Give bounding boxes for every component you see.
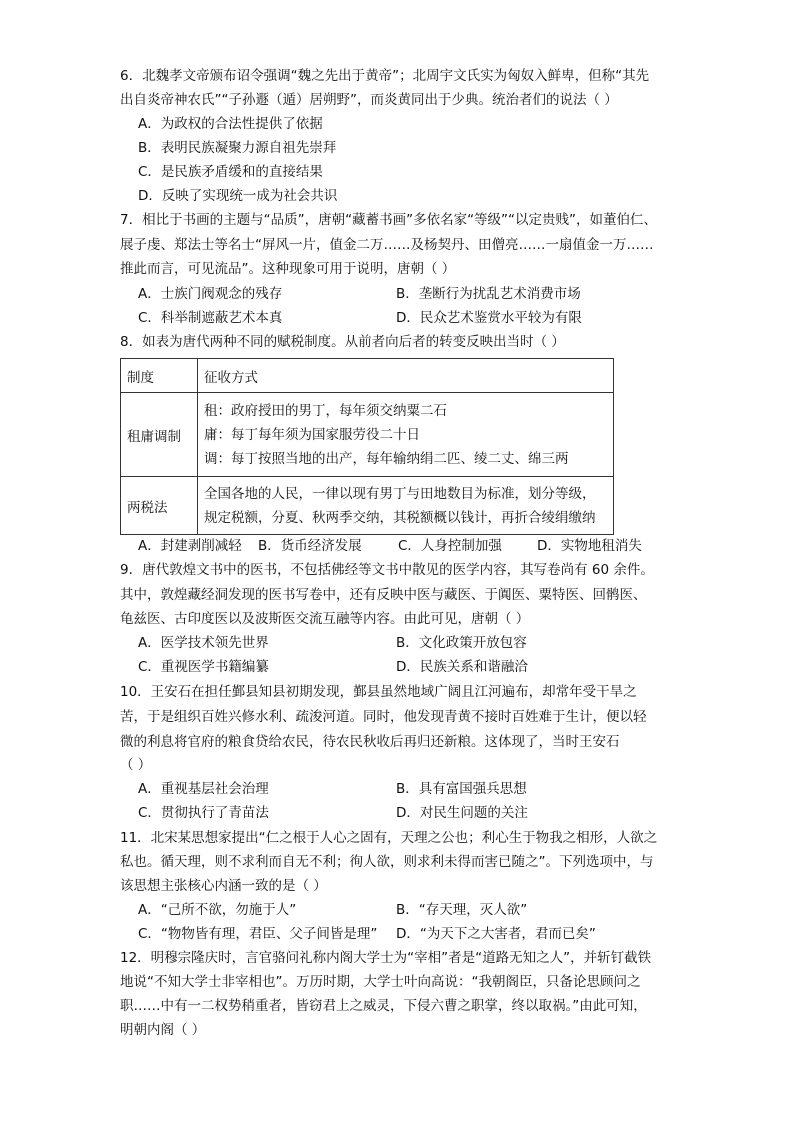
table-header-method: 征收方式	[198, 359, 614, 393]
q10-stem-line2: 苦，于是组织百姓兴修水利、疏浚河道。同时，他发现青黄不接时百姓难于生计，便以轻	[120, 709, 647, 725]
liangshui-line1: 全国各地的人民，一律以现有男丁与田地数目为标准，划分等级，	[204, 485, 596, 502]
q9-stem-line1: 9．唐代敦煌文书中的医书，不包括佛经等文书中散见的医学内容，其写卷尚有 60 余件。	[120, 562, 654, 578]
table-cell-zuyongdiao-name: 租庸调制	[121, 393, 198, 477]
table-cell-zuyongdiao-method	[198, 393, 614, 477]
q10-option-a[interactable]: A．重视基层社会治理	[138, 781, 269, 797]
q7-stem-line3: 推此而言，可见流品”。这种现象可用于说明，唐朝（ ）	[120, 261, 456, 277]
table-row-liangshuifa	[121, 477, 614, 535]
liangshui-line2: 规定税额，分夏、秋两季交纳，其税额概以钱计，再折合绫绢缴纳	[204, 509, 596, 526]
q8-option-d[interactable]: D．实物地租消失	[537, 538, 642, 554]
q10-option-d[interactable]: D．对民生问题的关注	[396, 805, 528, 821]
table-cell-liangshuifa-name: 两税法	[121, 477, 198, 535]
q9-option-a[interactable]: A．医学技术领先世界	[138, 635, 269, 651]
q11-stem-line1: 11．北宋某思想家提出“仁之根于人心之固有，天理之公也；利心生于物我之相形，人欲之	[120, 830, 658, 846]
q8-option-b[interactable]: B．货币经济发展	[258, 538, 362, 554]
q11-option-c[interactable]: C．“物物皆有理，君臣、父子间皆是理”	[138, 926, 378, 942]
tax-system-table	[120, 358, 614, 535]
q12-stem-line2: 地说“不知大学士非宰相也”。万历时期，大学士叶向高说：“我朝阁臣，只备论思顾问之	[120, 974, 641, 990]
q12-stem-line1: 12．明穆宗隆庆时，言官骆问礼称内阁大学士为“宰相”者是“道路无知之人”，并斩钉截铁	[120, 950, 652, 966]
table-cell-liangshuifa-method	[198, 477, 614, 535]
q10-stem-line1: 10．王安石在担任鄞县知县初期发现，鄞县虽然地域广阔且江河遍布，却常年受干旱之	[120, 684, 637, 700]
table-row-zuyongdiao	[121, 393, 614, 477]
table-header-row	[121, 359, 614, 393]
q7-option-b[interactable]: B．垄断行为扰乱艺术消费市场	[396, 286, 581, 302]
q9-stem-line3: 龟兹医、古印度医以及波斯医交流互融等内容。由此可见，唐朝（ ）	[120, 611, 530, 627]
q7-option-a[interactable]: A．士族门阀观念的残存	[138, 286, 283, 302]
q6-stem-line1: 6．北魏孝文帝颁布诏令强调“魏之先出于黄帝”；北周宇文氏实为匈奴入鲜卑，但称“其先	[120, 68, 650, 84]
q8-stem-line1: 8．如表为唐代两种不同的赋税制度。从前者向后者的转变反映出当时（ ）	[120, 334, 565, 350]
q6-stem-line2: 出自炎帝神农氏”“子孙遯（遁）居朔野”，而炎黄同出于少典。统治者们的说法（ ）	[120, 92, 618, 108]
q10-option-b[interactable]: B．具有富国强兵思想	[396, 781, 527, 797]
q6-option-a[interactable]: A．为政权的合法性提供了依据	[138, 116, 323, 132]
q9-stem-line2: 其中，敦煌藏经洞发现的医书写卷中，还有反映中医与藏医、于阗医、粟特医、回鹘医、	[120, 587, 647, 603]
q10-stem-line3: 微的利息将官府的粮食贷给农民，待农民秋收后再归还新粮。这体现了，当时王安石	[120, 734, 620, 750]
q7-stem-line2: 展子虔、郑法士等名士“屏风一片，值金二万……及杨契丹、田僧亮……一扇值金一万……	[120, 237, 654, 253]
q11-stem-line3: 该思想主张核心内涵一致的是（ ）	[120, 878, 327, 894]
q6-option-b[interactable]: B．表明民族凝聚力源自祖先崇拜	[138, 140, 337, 156]
zu-line: 租：政府授田的男丁，每年须交纳粟二石	[204, 402, 447, 419]
q7-stem-line1: 7．相比于书画的主题与“品质”，唐朝“藏蓄书画”多依名家“等级”“以定贵贱”，如董伯仁、	[120, 212, 658, 228]
q12-stem-line3: 职……中有一二权势稍重者，皆窃君上之威灵，下侵六曹之职掌，终以取祸。”由此可知，	[120, 998, 647, 1014]
q6-option-c[interactable]: C．是民族矛盾缓和的直接结果	[138, 164, 323, 180]
q12-stem-line4: 明朝内阁（ ）	[120, 1022, 206, 1038]
yong-line: 庸：每丁每年须为国家服劳役二十日	[204, 426, 420, 443]
q6-option-d[interactable]: D．反映了实现统一成为社会共识	[138, 188, 338, 204]
q11-stem-line2: 私也。循天理，则不求利而自无不利；徇人欲，则求利未得而害已随之”。下列选项中，与	[120, 854, 654, 870]
q9-option-c[interactable]: C．重视医学书籍编纂	[138, 659, 269, 675]
q10-stem-line4: （ ）	[120, 757, 152, 773]
q9-option-b[interactable]: B．文化政策开放包容	[396, 635, 527, 651]
q7-option-d[interactable]: D．民众艺术鉴赏水平较为有限	[396, 310, 582, 326]
q9-option-d[interactable]: D．民族关系和谐融洽	[396, 659, 528, 675]
q11-option-d[interactable]: D．“为天下之大害者，君而已矣”	[396, 926, 596, 942]
q7-option-c[interactable]: C．科举制遮蔽艺术本真	[138, 310, 283, 326]
q11-option-a[interactable]: A．“己所不欲，勿施于人”	[138, 902, 297, 918]
q8-option-c[interactable]: C．人身控制加强	[398, 538, 502, 554]
q10-option-c[interactable]: C．贯彻执行了青苗法	[138, 805, 269, 821]
table-header-system: 制度	[121, 359, 198, 393]
q8-option-a[interactable]: A．封建剥削减轻	[138, 538, 242, 554]
diao-line: 调：每丁按照当地的出产，每年输纳绢二匹、绫二丈、绵三两	[204, 450, 569, 467]
q11-option-b[interactable]: B．“存天理，灭人欲”	[396, 902, 528, 918]
